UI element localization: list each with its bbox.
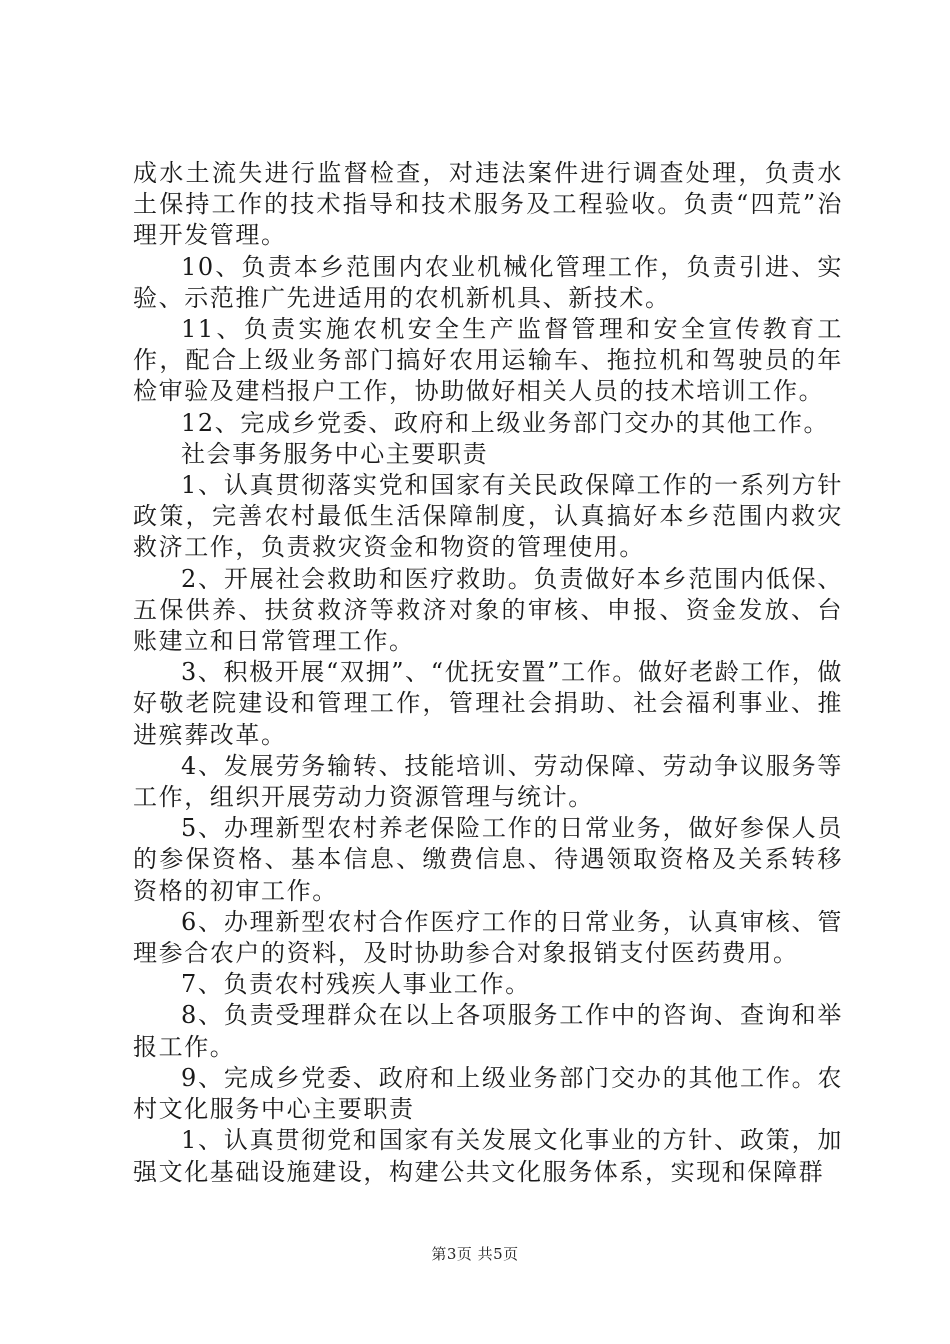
- paragraph: 10、负责本乡范围内农业机械化管理工作，负责引进、实验、示范推广先进适用的农机新机具、新技术。: [133, 252, 843, 312]
- paragraph: 成水土流失进行监督检查，对违法案件进行调查处理，负责水土保持工作的技术指导和技术服务及工程验收。负责“四荒”治理开发管理。: [133, 159, 843, 250]
- paragraph: 1、认真贯彻落实党和国家有关民政保障工作的一系列方针政策，完善农村最低生活保障制度，认真搞好本乡范围内救灾救济工作，负责救灾资金和物资的管理使用。: [133, 471, 843, 562]
- paragraph: 8、负责受理群众在以上各项服务工作中的咨询、查询和举报工作。: [133, 1001, 843, 1061]
- paragraph: 7、负责农村残疾人事业工作。: [181, 970, 531, 999]
- paragraph: 9、完成乡党委、政府和上级业务部门交办的其他工作。农村文化服务中心主要职责: [133, 1063, 843, 1124]
- page-number-footer: 第3页 共5页: [431, 1245, 519, 1263]
- paragraph: 12、完成乡党委、政府和上级业务部门交办的其他工作。: [181, 408, 830, 437]
- paragraph: 3、积极开展“双拥”、“优抚安置”工作。做好老龄工作，做好敬老院建设和管理工作，管理社会捐助、社会福利事业、推进殡葬改革。: [133, 658, 843, 749]
- document-body: [133, 158, 843, 1188]
- paragraph: 6、办理新型农村合作医疗工作的日常业务，认真审核、管理参合农户的资料，及时协助参合对象报销支付医药费用。: [133, 907, 843, 968]
- paragraph: 1、认真贯彻党和国家有关发展文化事业的方针、政策，加强文化基础设施建设，构建公共文化服务体系，实现和保障群: [133, 1126, 843, 1186]
- section-heading: 社会事务服务中心主要职责: [181, 439, 489, 468]
- paragraph: 11、负责实施农机安全生产监督管理和安全宣传教育工作，配合上级业务部门搞好农用运输车、拖拉机和驾驶员的年检审验及建档报户工作，协助做好相关人员的技术培训工作。: [133, 315, 843, 406]
- paragraph: 5、办理新型农村养老保险工作的日常业务，做好参保人员的参保资格、基本信息、缴费信息、待遇领取资格及关系转移资格的初审工作。: [133, 814, 843, 905]
- paragraph: 4、发展劳务输转、技能培训、劳动保障、劳动争议服务等工作，组织开展劳动力资源管理与统计。: [133, 751, 843, 812]
- paragraph: 2、开展社会救助和医疗救助。负责做好本乡范围内低保、五保供养、扶贫救济等救济对象的审核、申报、资金发放、台账建立和日常管理工作。: [133, 564, 843, 656]
